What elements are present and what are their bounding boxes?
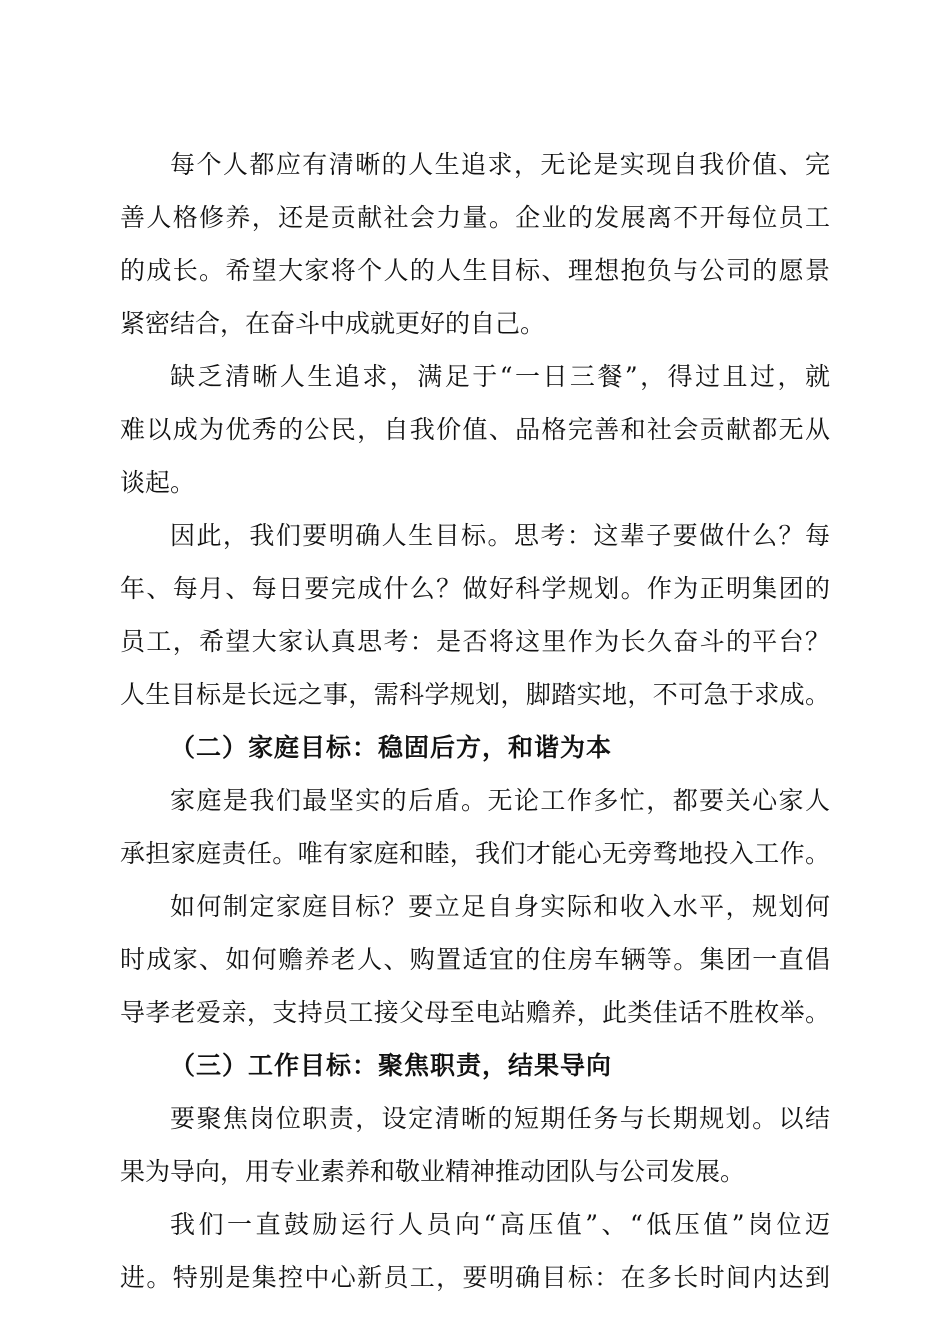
paragraph-2-line-2: 难以成为优秀的公民，自我价值、品格完善和社会贡献都无从 (120, 415, 830, 444)
paragraph-7-line-1: 我们一直鼓励运行人员向“高压值”、“低压值”岗位迈 (170, 1210, 830, 1239)
paragraph-4-line-1: 家庭是我们最坚实的后盾。无论工作多忙，都要关心家人 (170, 786, 830, 815)
paragraph-1-line-3: 的成长。希望大家将个人的人生目标、理想抱负与公司的愿景 (120, 256, 830, 285)
paragraph-1-line-2: 善人格修养，还是贡献社会力量。企业的发展离不开每位员工 (120, 203, 830, 232)
paragraph-3-line-4: 人生目标是长远之事，需科学规划，脚踏实地，不可急于求成。 (120, 680, 830, 709)
paragraph-4-line-2: 承担家庭责任。唯有家庭和睦，我们才能心无旁骛地投入工作。 (120, 839, 830, 868)
paragraph-5-line-3: 导孝老爱亲，支持员工接父母至电站赡养，此类佳话不胜枚举。 (120, 998, 830, 1027)
paragraph-2-line-1: 缺乏清晰人生追求，满足于“一日三餐”，得过且过，就 (170, 362, 830, 391)
paragraph-3-line-2: 年、每月、每日要完成什么？做好科学规划。作为正明集团的 (120, 574, 830, 603)
paragraph-3-line-1: 因此，我们要明确人生目标。思考：这辈子要做什么？每 (170, 521, 830, 550)
paragraph-3-line-3: 员工，希望大家认真思考：是否将这里作为长久奋斗的平台？ (120, 627, 830, 656)
paragraph-7-line-2: 进。特别是集控中心新员工，要明确目标：在多长时间内达到 (120, 1263, 830, 1292)
paragraph-5-line-2: 时成家、如何赡养老人、购置适宜的住房车辆等。集团一直倡 (120, 945, 830, 974)
paragraph-5-line-1: 如何制定家庭目标？要立足自身实际和收入水平，规划何 (170, 892, 830, 921)
paragraph-6-line-2: 果为导向，用专业素养和敬业精神推动团队与公司发展。 (120, 1157, 746, 1186)
paragraph-1-line-1: 每个人都应有清晰的人生追求，无论是实现自我价值、完 (170, 150, 830, 179)
paragraph-6-line-1: 要聚焦岗位职责，设定清晰的短期任务与长期规划。以结 (170, 1104, 830, 1133)
paragraph-1-line-4: 紧密结合，在奋斗中成就更好的自己。 (120, 309, 546, 338)
paragraph-2-line-3: 谈起。 (120, 468, 196, 497)
section-heading-family-goals: （二）家庭目标：稳固后方，和谐为本 (170, 733, 613, 762)
section-heading-work-goals: （三）工作目标：聚焦职责，结果导向 (170, 1051, 613, 1080)
